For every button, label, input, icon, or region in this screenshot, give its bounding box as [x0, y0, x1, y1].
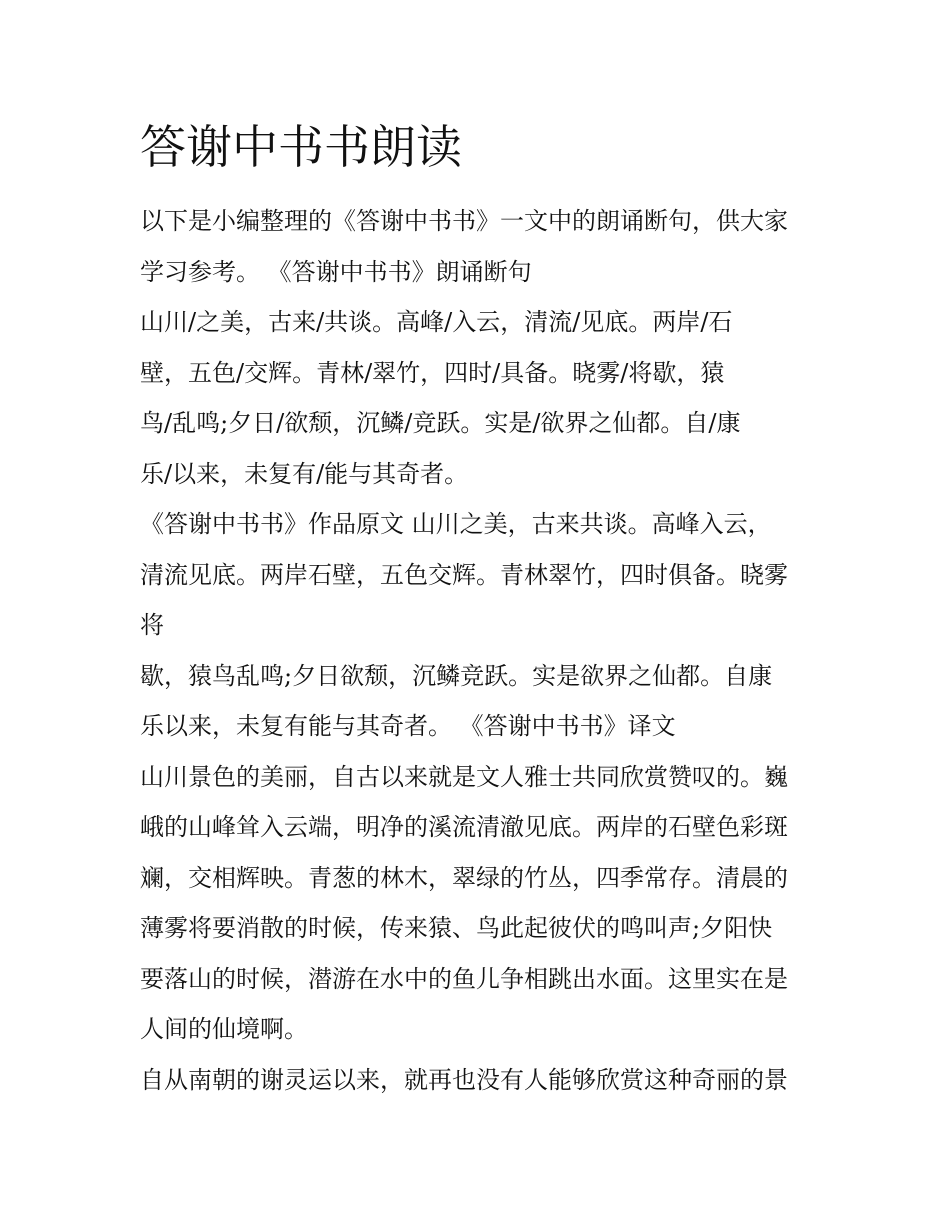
text-line: 以下是小编整理的《答谢中书书》一文中的朗诵断句，供大家 [140, 207, 788, 235]
text-line: 清流见底。两岸石壁，五色交辉。青林翠竹，四时俱备。晓雾 [140, 560, 788, 589]
text-line: 壁，五色/交辉。青林/翠竹，四时/具备。晓雾/将歇，猿 [140, 358, 725, 387]
text-line: 乐/以来，未复有/能与其奇者。 [140, 459, 469, 488]
text-line: 学习参考。 《答谢中书书》朗诵断句 [140, 257, 532, 286]
text-line: 鸟/乱鸣;夕日/欲颓，沉鳞/竞跃。实是/欲界之仙都。自/康 [140, 409, 741, 437]
text-line: 峨的山峰耸入云端，明净的溪流清澈见底。两岸的石壁色彩斑 [140, 813, 788, 841]
text-line: 山川/之美，古来/共谈。高峰/入云，清流/见底。两岸/石 [140, 308, 733, 336]
text-line: 人间的仙境啊。 [140, 1015, 308, 1043]
text-line: 要落山的时候，潜游在水中的鱼儿争相跳出水面。这里实在是 [140, 964, 788, 993]
text-line: 乐以来，未复有能与其奇者。 《答谢中书书》译文 [140, 712, 676, 740]
text-line: 《答谢中书书》作品原文 山川之美，古来共谈。高峰入云， [140, 510, 772, 538]
text-line: 山川景色的美丽，自古以来就是文人雅士共同欣赏赞叹的。巍 [140, 762, 788, 791]
text-line: 薄雾将要消散的时候，传来猿、鸟此起彼伏的鸣叫声;夕阳快 [140, 914, 773, 942]
document-body [140, 196, 830, 1105]
text-line: 自从南朝的谢灵运以来，就再也没有人能够欣赏这种奇丽的景 [140, 1065, 788, 1094]
text-line: 将 [140, 611, 164, 639]
text-line: 歇，猿鸟乱鸣;夕日欲颓，沉鳞竞跃。实是欲界之仙都。自康 [140, 661, 773, 690]
text-line: 斓，交相辉映。青葱的林木，翠绿的竹丛，四季常存。清晨的 [140, 863, 788, 892]
document-title: 答谢中书书朗读 [140, 120, 462, 174]
